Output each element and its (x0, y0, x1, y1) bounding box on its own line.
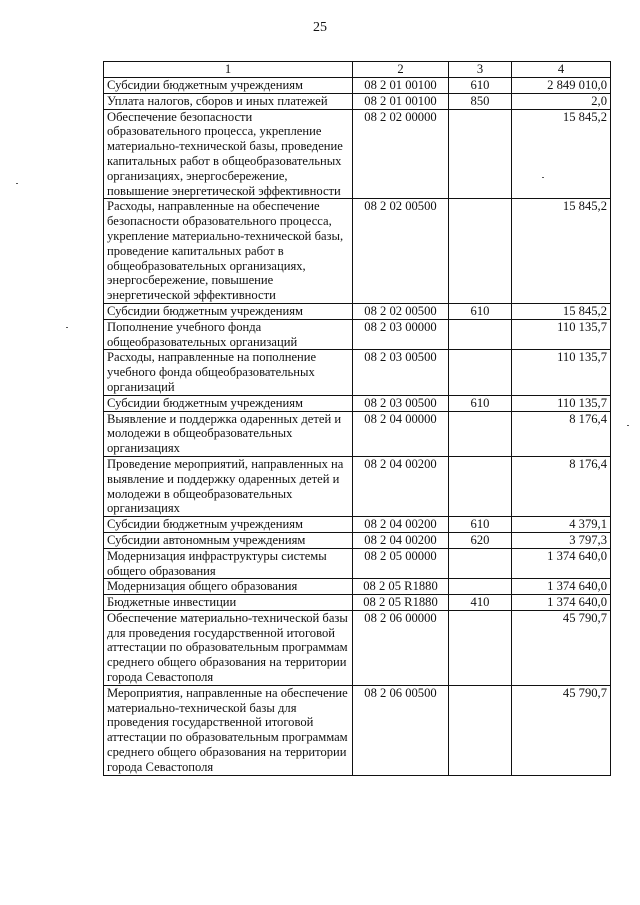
scan-speck (542, 177, 544, 178)
row-type (449, 685, 512, 775)
page-number: 25 (313, 20, 327, 35)
row-amount: 3 797,3 (512, 532, 611, 548)
row-code: 08 2 05 R1880 (353, 595, 449, 611)
row-name: Обеспечение безопасности образовательного процесса, укрепление материально-технической базы, проведение капитальных работ в общеобразовательных организациях, энергосбережение, повышение энергетической эффективности (104, 109, 353, 199)
row-amount: 1 374 640,0 (512, 595, 611, 611)
row-code: 08 2 02 00500 (353, 199, 449, 304)
table-row (104, 610, 611, 685)
row-code: 08 2 04 00200 (353, 456, 449, 516)
row-code: 08 2 03 00000 (353, 319, 449, 350)
row-code: 08 2 01 00100 (353, 93, 449, 109)
row-name: Субсидии бюджетным учреждениям (104, 395, 353, 411)
scan-speck (66, 327, 68, 328)
column-header-2: 2 (353, 62, 449, 78)
row-name: Модернизация инфраструктуры системы общего образования (104, 548, 353, 579)
row-amount: 2,0 (512, 93, 611, 109)
budget-table (103, 61, 611, 776)
row-type (449, 411, 512, 456)
row-type (449, 319, 512, 350)
row-code: 08 2 02 00500 (353, 303, 449, 319)
table-row (104, 78, 611, 94)
row-name: Расходы, направленные на обеспечение безопасности образовательного процесса, укрепление материально-технической базы, проведение капитальных работ в общеобразовательных организациях, энергосбережение, повышение энергетической эффективности (104, 199, 353, 304)
row-code: 08 2 06 00500 (353, 685, 449, 775)
table-row (104, 395, 611, 411)
row-code: 08 2 01 00100 (353, 78, 449, 94)
row-code: 08 2 03 00500 (353, 395, 449, 411)
row-code: 08 2 03 00500 (353, 350, 449, 395)
row-amount: 45 790,7 (512, 685, 611, 775)
row-type: 610 (449, 303, 512, 319)
row-name: Субсидии бюджетным учреждениям (104, 78, 353, 94)
table-row (104, 579, 611, 595)
row-amount: 4 379,1 (512, 517, 611, 533)
row-amount: 110 135,7 (512, 319, 611, 350)
row-type: 610 (449, 78, 512, 94)
row-amount: 2 849 010,0 (512, 78, 611, 94)
row-type (449, 109, 512, 199)
row-type: 410 (449, 595, 512, 611)
table-row (104, 350, 611, 395)
row-amount: 1 374 640,0 (512, 548, 611, 579)
row-name: Бюджетные инвестиции (104, 595, 353, 611)
table-row (104, 109, 611, 199)
row-name: Уплата налогов, сборов и иных платежей (104, 93, 353, 109)
table-row (104, 303, 611, 319)
row-code: 08 2 05 00000 (353, 548, 449, 579)
table-row (104, 532, 611, 548)
row-code: 08 2 04 00200 (353, 517, 449, 533)
header-row (104, 62, 611, 78)
table-row (104, 595, 611, 611)
row-name: Субсидии бюджетным учреждениям (104, 303, 353, 319)
row-amount: 1 374 640,0 (512, 579, 611, 595)
column-header-4: 4 (512, 62, 611, 78)
row-name: Субсидии бюджетным учреждениям (104, 517, 353, 533)
row-name: Мероприятия, направленные на обеспечение материально-технической базы для проведения государственной итоговой аттестации по образовательным программам среднего общего образования на территории города Севастополя (104, 685, 353, 775)
row-name: Расходы, направленные на пополнение учебного фонда общеобразовательных организаций (104, 350, 353, 395)
table-row (104, 517, 611, 533)
row-amount: 15 845,2 (512, 109, 611, 199)
table-row (104, 411, 611, 456)
column-header-3: 3 (449, 62, 512, 78)
row-name: Обеспечение материально-технической базы для проведения государственной итоговой аттестации по образовательным программам среднего общего образования на территории города Севастополя (104, 610, 353, 685)
table-row (104, 93, 611, 109)
row-type (449, 610, 512, 685)
row-type (449, 456, 512, 516)
row-type: 620 (449, 532, 512, 548)
scan-speck (627, 425, 629, 426)
row-type (449, 548, 512, 579)
row-type (449, 199, 512, 304)
row-code: 08 2 04 00200 (353, 532, 449, 548)
table-header (104, 62, 611, 78)
row-code: 08 2 04 00000 (353, 411, 449, 456)
table-row (104, 199, 611, 304)
row-type: 610 (449, 395, 512, 411)
scan-speck (16, 183, 18, 184)
row-name: Субсидии автономным учреждениям (104, 532, 353, 548)
row-amount: 110 135,7 (512, 395, 611, 411)
table-row (104, 685, 611, 775)
table-row (104, 548, 611, 579)
table-body (104, 78, 611, 776)
table-row (104, 456, 611, 516)
row-name: Пополнение учебного фонда общеобразовательных организаций (104, 319, 353, 350)
row-code: 08 2 02 00000 (353, 109, 449, 199)
row-amount: 8 176,4 (512, 456, 611, 516)
row-amount: 15 845,2 (512, 303, 611, 319)
row-amount: 15 845,2 (512, 199, 611, 304)
row-type (449, 579, 512, 595)
column-header-1: 1 (104, 62, 353, 78)
row-code: 08 2 06 00000 (353, 610, 449, 685)
row-amount: 45 790,7 (512, 610, 611, 685)
row-amount: 110 135,7 (512, 350, 611, 395)
row-type: 850 (449, 93, 512, 109)
table-row (104, 319, 611, 350)
row-type (449, 350, 512, 395)
row-code: 08 2 05 R1880 (353, 579, 449, 595)
row-name: Проведение мероприятий, направленных на выявление и поддержку одаренных детей и молодежи в общеобразовательных организациях (104, 456, 353, 516)
row-amount: 8 176,4 (512, 411, 611, 456)
row-name: Модернизация общего образования (104, 579, 353, 595)
row-type: 610 (449, 517, 512, 533)
row-name: Выявление и поддержка одаренных детей и молодежи в общеобразовательных организациях (104, 411, 353, 456)
